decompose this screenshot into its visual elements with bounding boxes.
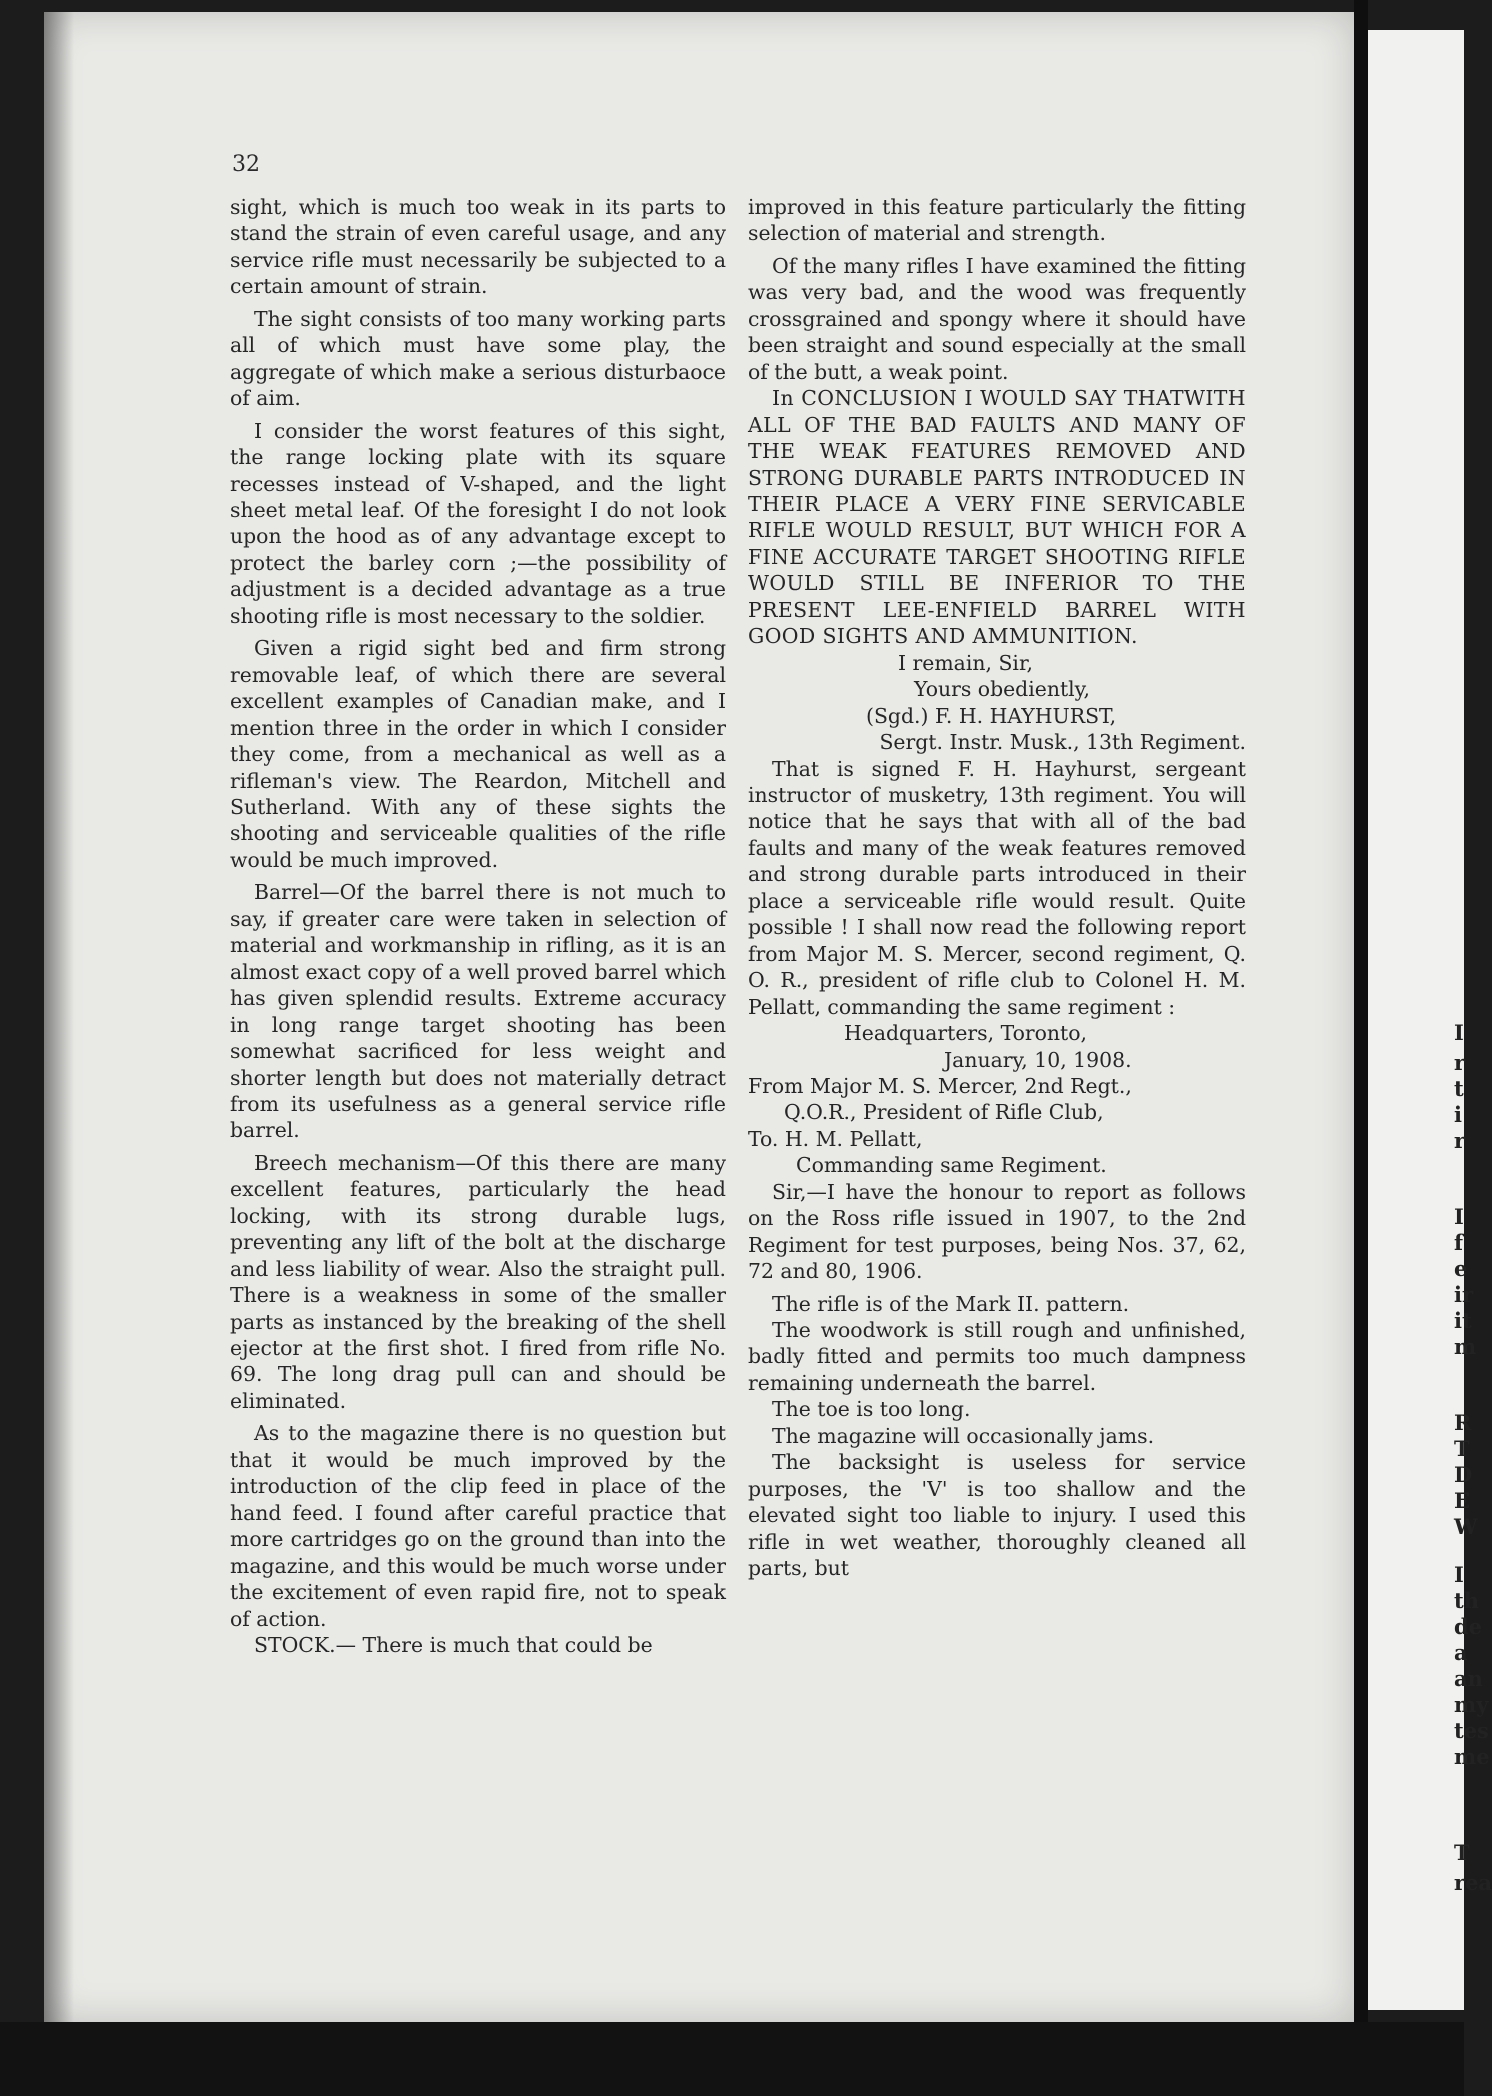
adjacent-page-text-fragment: I: [1454, 1562, 1464, 1587]
paragraph: STOCK.— There is much that could be: [254, 1633, 653, 1658]
conclusion-paragraph: In CONCLUSION I WOULD SAY THATWITH ALL OF THE BAD FAULTS AND MANY OF THE WEAK FEATURES REMOVED AND STRONG DURABLE PARTS INTRODUCED IN THEIR PLACE A VERY FINE SERVICABLE RIFLE WOULD RESULT, BUT WHICH FOR A FINE ACCURATE TARGET SHOOTING RIFLE WOULD STILL BE INFERIOR TO THE PRESENT LEE-ENFIELD BARREL WITH GOOD SIGHTS AND AMMUNITION.: [748, 386, 1246, 649]
adjacent-page-text-fragment: f: [1454, 1230, 1464, 1255]
adjacent-page-text-fragment: t: [1454, 1076, 1464, 1101]
paragraph: The magazine will occasionally jams.: [772, 1423, 1155, 1448]
paragraph: Given a rigid sight bed and firm strong removable leaf, of which there are several excellent examples of Canadian make, and I mention three in the order in which I consider they come, from a mechanical as well as a rifleman's view. The Reardon, Mitchell and Sutherland. With any of these sights the shooting and serviceable qualities of the rifle would be much improved.: [230, 636, 726, 872]
adjacent-page-text-fragment: e: [1454, 1256, 1468, 1281]
adjacent-page-text-fragment: T: [1454, 1840, 1470, 1865]
paragraph: The toe is too long.: [772, 1397, 971, 1422]
paragraph: The woodwork is still rough and unfinished, badly fitted and permits too much dampness remaining underneath the barrel.: [748, 1318, 1246, 1395]
binding-shadow: [44, 12, 74, 2022]
adjacent-page-text-fragment: m: [1454, 1334, 1477, 1359]
adjacent-page-text-fragment: E: [1454, 1488, 1471, 1513]
adjacent-page-text-fragment: r: [1454, 1050, 1466, 1075]
adjacent-page-text-fragment: my: [1454, 1692, 1489, 1717]
adjacent-page-text-fragment: I: [1454, 1204, 1464, 1229]
paragraph: Barrel—Of the barrel there is not much to say, if greater care were taken in selection of material and workmanship in rifling, as it is an almost exact copy of a well proved barrel which has given splendid results. Extreme accuracy in long range target shooting has been somewhat sacrificed for less weight and shorter length but does not materially detract from its usefulness as a general service rifle barrel.: [230, 880, 726, 1143]
signature-line: (Sgd.) F. H. HAYHURST,: [866, 703, 1117, 728]
adjacent-page-text-fragment: D: [1454, 1462, 1473, 1487]
page-gutter: [1354, 0, 1368, 2096]
paragraph: I consider the worst features of this sight, the range locking plate with its square recesses instead of V-shaped, and the light sheet metal leaf. Of the foresight I do not look upon the hood as of any advantage except to protect the barley corn ;—the possibility of adjustment is a decided advantage as a true shooting rifle is most necessary to the soldier.: [230, 418, 726, 628]
letter-to: To. H. M. Pellatt,: [748, 1126, 923, 1151]
adjacent-page-text-fragment: I: [1454, 1020, 1464, 1045]
letter-date: January, 10, 1908.: [944, 1047, 1132, 1072]
adjacent-page-text-fragment: R: [1454, 1410, 1472, 1435]
paragraph: Breech mechanism—Of this there are many excellent features, particularly the head locking, with its strong durable lugs, preventing any lift of the bolt at the discharge and less liability of wear. Also the straight pull. There is a weakness in some of the smaller parts as instanced by the breaking of the shell ejector at the first shot. I fired from rifle No. 69. The long drag pull can and should be eliminated.: [230, 1150, 726, 1413]
adjacent-page-text-fragment: a: [1454, 1640, 1468, 1665]
paragraph: As to the magazine there is no question but that it would be much improved by the introduction of the clip feed in place of the hand feed. I found after careful practice that more cartridges go on the ground than into the magazine, and this would be much worse under the excitement of even rapid fire, not to speak of action.: [230, 1421, 726, 1631]
adjacent-page-text-fragment: rea: [1454, 1870, 1492, 1895]
adjacent-page-text-fragment: th: [1454, 1588, 1479, 1613]
adjacent-page-text-fragment: de: [1454, 1614, 1483, 1639]
paragraph: Of the many rifles I have examined the fitting was very bad, and the wood was frequently crossgrained and spongy where it should have been straight and sound especially at the small of the butt, a weak point.: [748, 253, 1246, 384]
letter-from-title: Q.O.R., President of Rifle Club,: [784, 1100, 1104, 1125]
closing-line: Yours obediently,: [914, 677, 1090, 702]
adjacent-page-text-fragment: it: [1454, 1308, 1472, 1333]
adjacent-page-text-fragment: me: [1454, 1744, 1490, 1769]
letter-from: From Major M. S. Mercer, 2nd Regt.,: [748, 1073, 1132, 1098]
paragraph: That is signed F. H. Hayhurst, sergeant instructor of musketry, 13th regiment. You will notice that he says that with all of the bad faults and many of the weak features removed and strong durable parts introduced in their place a serviceable rifle would result. Quite possible ! I shall now read the following report from Major M. S. Mercer, second regiment, Q. O. R., president of rifle club to Colonel H. M. Pellatt, commanding the same regiment :: [748, 756, 1246, 1019]
adjacent-page-text-fragment: W: [1454, 1514, 1478, 1539]
adjacent-page-text-fragment: ir: [1454, 1282, 1474, 1307]
adjacent-page-text-fragment: T: [1454, 1436, 1470, 1461]
page-number: 32: [232, 152, 260, 177]
paragraph: The rifle is of the Mark II. pattern.: [772, 1291, 1130, 1316]
paragraph: The sight consists of too many working parts all of which must have some play, the aggregate of which make a serious disturbaoce of aim.: [230, 306, 726, 411]
adjacent-page-text-fragment: an: [1454, 1666, 1483, 1691]
letter-to-title: Commanding same Regiment.: [796, 1153, 1107, 1178]
paragraph: The backsight is useless for service purposes, the 'V' is too shallow and the elevated sight too liable to injury. I used this rifle in wet weather, thoroughly cleaned all parts, but: [748, 1450, 1246, 1581]
closing-line: I remain, Sir,: [898, 650, 1033, 675]
left-column: [230, 194, 726, 1658]
adjacent-page-text-fragment: r: [1454, 1128, 1466, 1153]
paragraph: improved in this feature particularly the fitting selection of material and strength.: [748, 195, 1246, 246]
adjacent-page-edge: [1368, 30, 1492, 2010]
paragraph: sight, which is much too weak in its parts to stand the strain of even careful usage, and any service rifle must necessarily be subjected to a certain amount of strain.: [230, 195, 726, 299]
paragraph: Sir,—I have the honour to report as follows on the Ross rifle issued in 1907, to the 2nd Regiment for test purposes, being Nos. 37, 62, 72 and 80, 1906.: [748, 1179, 1246, 1284]
right-column: [748, 194, 1246, 1582]
rank-line: Sergt. Instr. Musk., 13th Regiment.: [879, 730, 1246, 755]
letter-header: Headquarters, Toronto,: [844, 1021, 1087, 1046]
adjacent-page-text-fragment: i: [1454, 1102, 1462, 1127]
scan-bottom-border: [0, 2022, 1464, 2096]
adjacent-page-text-fragment: tes: [1454, 1718, 1489, 1743]
